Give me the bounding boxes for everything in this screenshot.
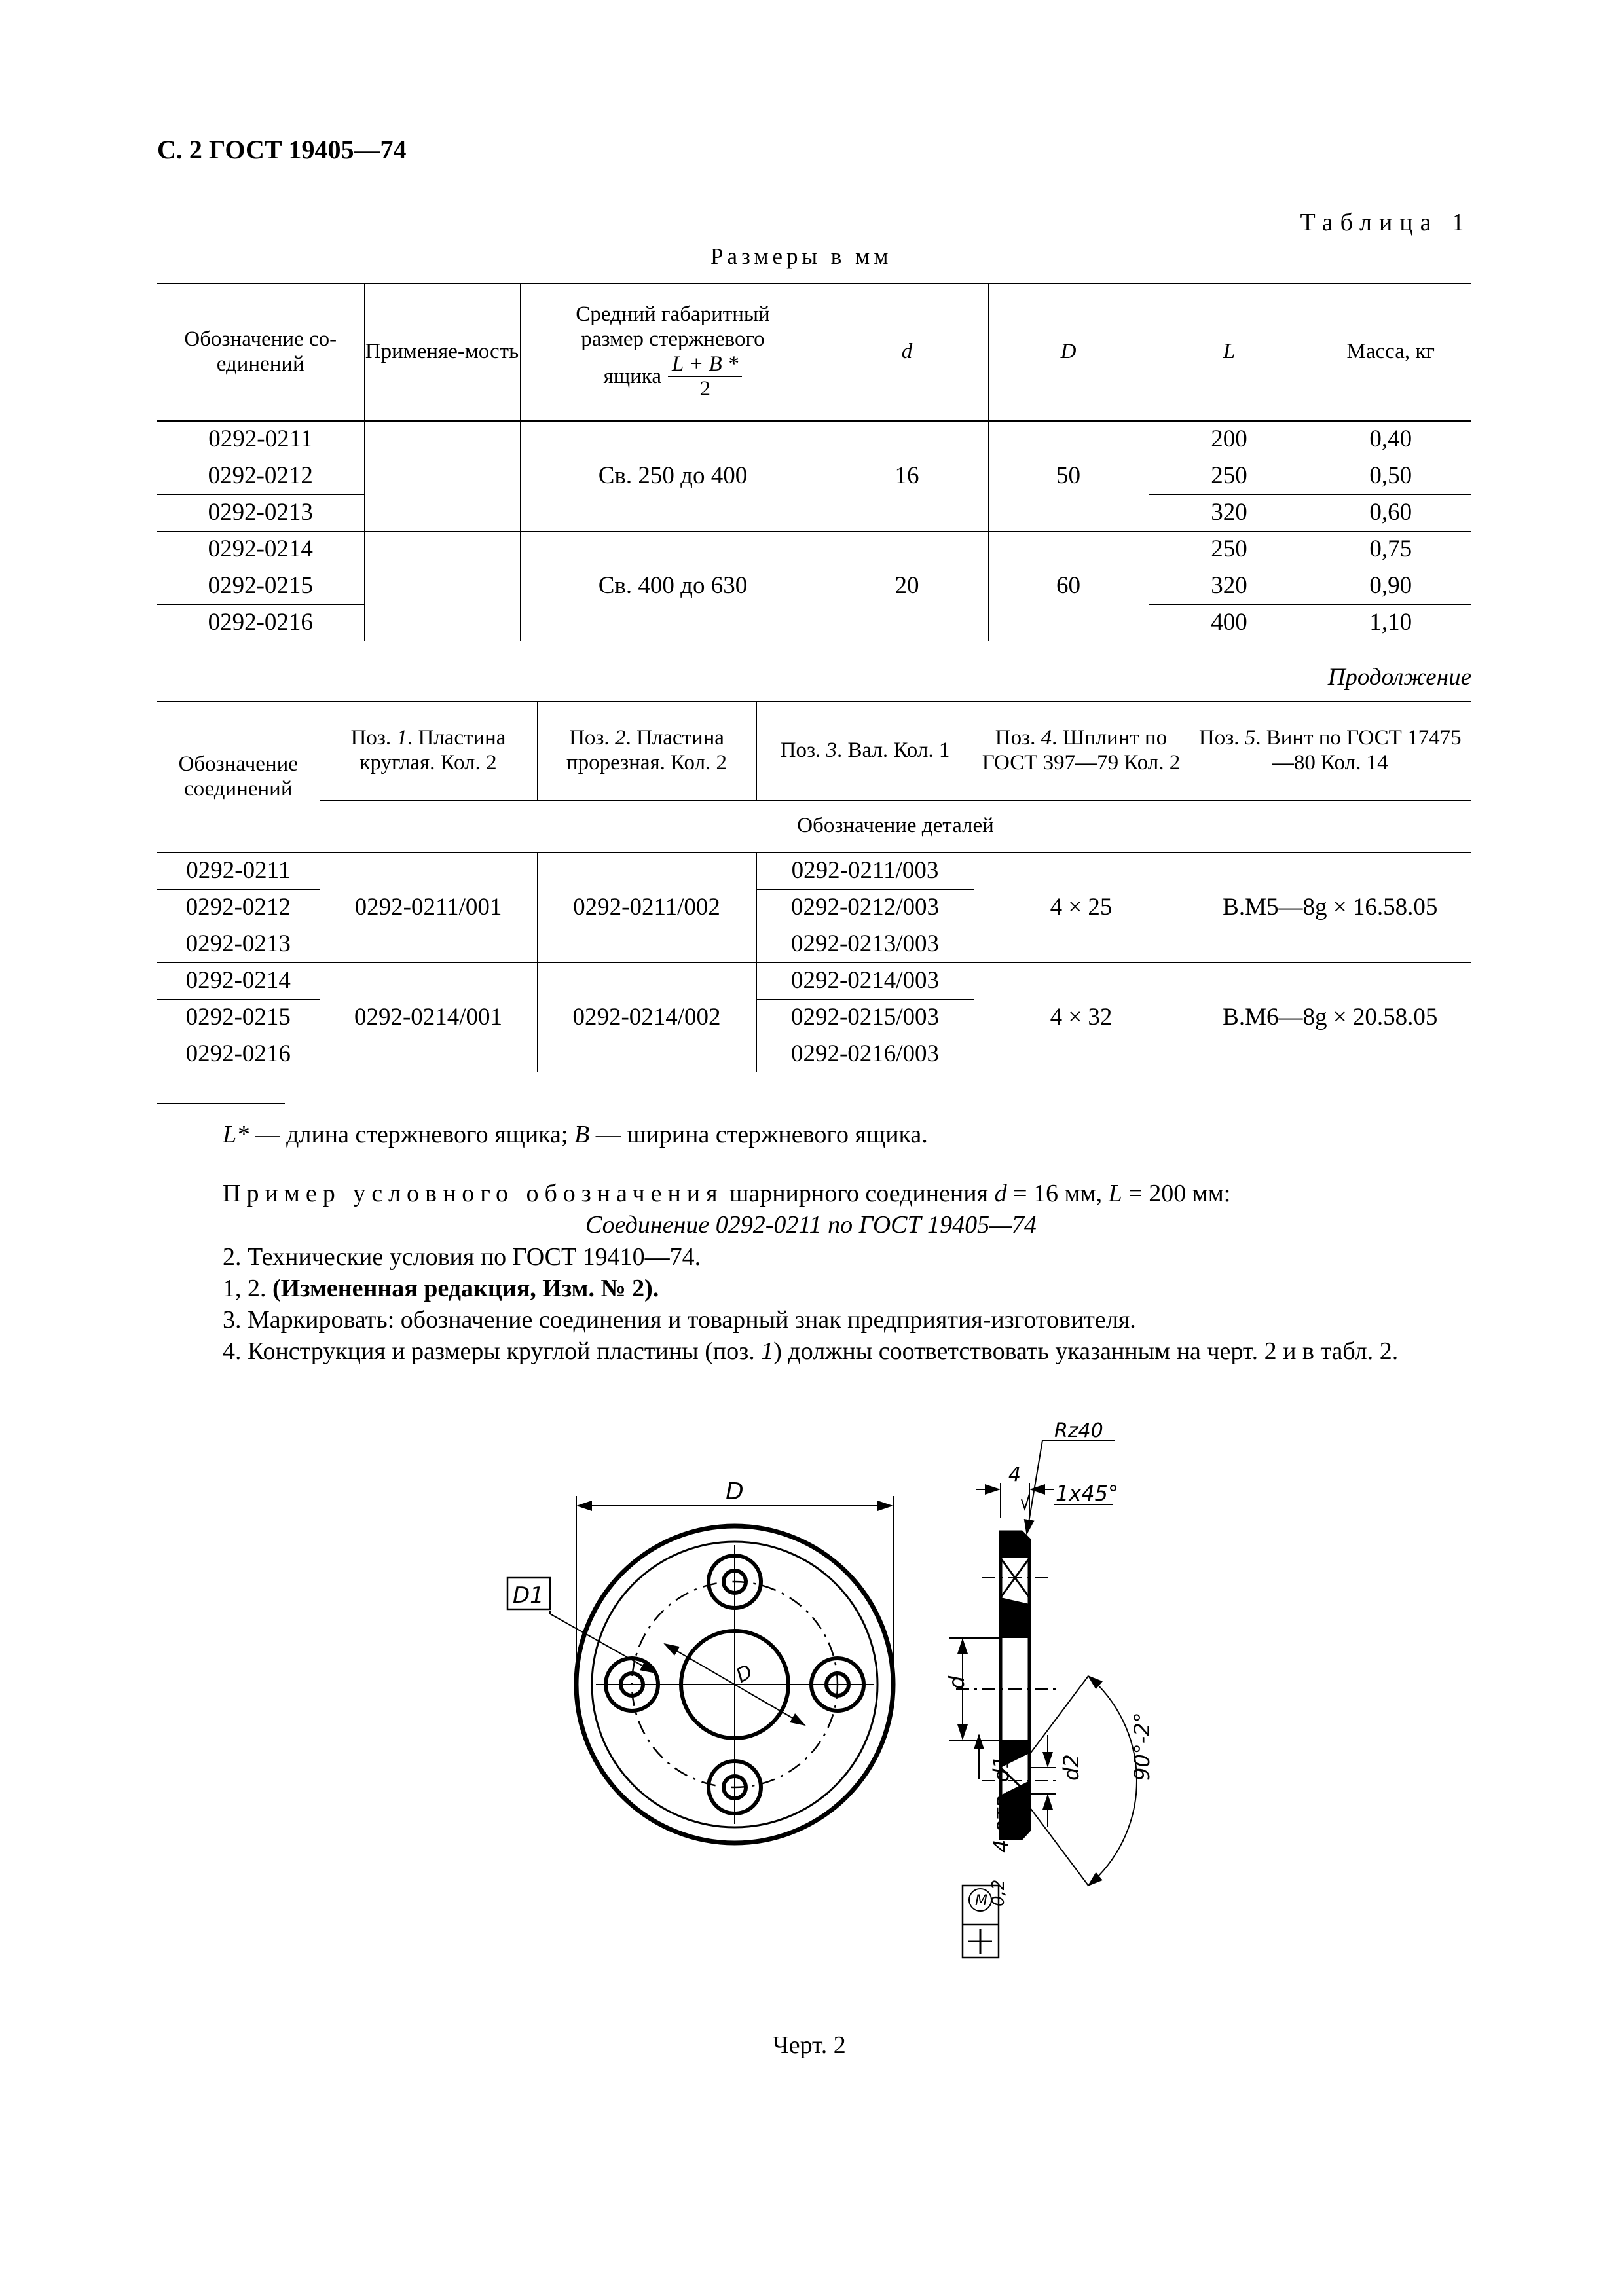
th-mass: Масса, кг [1310,283,1471,421]
th2-pos4: Поз. 4. Шплинт по ГОСТ 397—79 Кол. 2 [974,701,1189,801]
cell-D: 50 [988,421,1149,532]
cell-d: 16 [826,421,988,532]
cell-designation: 0292-0215 [157,568,364,605]
th2-designation: Обозначение соединений [157,701,320,852]
dim-D1-label: D1 [513,1582,544,1609]
cell-pos5: В.М6—8g × 20.58.05 [1189,963,1471,1073]
dim-thickness-label: 4 [1008,1463,1022,1486]
cell-designation: 0292-0216 [157,1036,320,1073]
page-header: С. 2 ГОСТ 19405—74 [157,135,407,164]
cell-size: Св. 400 до 630 [520,532,826,642]
cell-pos4: 4 × 25 [974,852,1189,963]
th2-pos1: Поз. 1. Пластина круглая. Кол. 2 [320,701,537,801]
cell-L: 200 [1149,421,1310,458]
th-avg-size-denominator: 2 [699,377,710,401]
roughness-label: Rz40 [1054,1419,1103,1442]
angle-label: 90°-2° [1130,1712,1154,1781]
cell-pos1: 0292-0214/001 [320,963,537,1073]
cell-mass: 0,40 [1310,421,1471,458]
th-d: d [826,283,988,421]
holes-label: 4 отв. d1 [989,1755,1014,1853]
th-avg-size-line2: размер стержневого [581,327,765,351]
paragraph-amendment: 1, 2. (Измененная редакция, Изм. № 2). [223,1275,659,1302]
cell-pos2: 0292-0211/002 [537,852,756,963]
cell-mass: 0,50 [1310,458,1471,495]
cell-L: 320 [1149,568,1310,605]
dim-d2-label: d2 [1059,1754,1084,1781]
cell-designation: 0292-0213 [157,495,364,532]
table2-continuation-label: Продолжение [1327,664,1471,691]
cell-designation: 0292-0214 [157,532,364,568]
tolerance-label: 0,2 [989,1879,1008,1906]
th-avg-size-numerator: L + B * [668,352,742,378]
cell-pos4: 4 × 32 [974,963,1189,1073]
cell-designation: 0292-0214 [157,963,320,1000]
cell-pos3: 0292-0214/003 [756,963,974,1000]
paragraph-4: 4. Конструкция и размеры круглой пластины (поз. 1) должны соответствовать указанным на черт. 2 и в табл. 2. [223,1338,1399,1365]
th-designation: Обозначение со-единений [157,283,364,421]
cell-pos1: 0292-0211/001 [320,852,537,963]
cell-designation: 0292-0213 [157,926,320,963]
th-L: L [1149,283,1310,421]
cell-pos2: 0292-0214/002 [537,963,756,1073]
th-D: D [988,283,1149,421]
th2-parts-designation: Обозначение деталей [320,801,1471,853]
cell-L: 320 [1149,495,1310,532]
cell-D: 60 [988,532,1149,642]
cell-pos3: 0292-0212/003 [756,890,974,926]
footnote: L* — длина стержневого ящика; B — ширина стержневого ящика. [223,1121,928,1148]
th2-pos5: Поз. 5. Винт по ГОСТ 17475—80 Кол. 14 [1189,701,1471,801]
th-applicability: Применяе-мость [364,283,520,421]
cell-designation: 0292-0215 [157,1000,320,1036]
example-line: Пример условного обозначения шарнирного соединения d = 16 мм, L = 200 мм: [223,1180,1231,1207]
chamfer-label: 1x45° [1056,1481,1119,1506]
paragraph-2: 2. Технические условия по ГОСТ 19410—74. [223,1243,701,1271]
cell-pos3: 0292-0215/003 [756,1000,974,1036]
cell-designation: 0292-0211 [157,852,320,890]
cell-designation: 0292-0211 [157,421,364,458]
cell-pos3: 0292-0216/003 [756,1036,974,1073]
cell-mass: 0,90 [1310,568,1471,605]
dim-D-inner-label: D [732,1660,757,1688]
table1-units: Размеры в мм [710,244,893,269]
th-avg-size-line1: Средний габаритный [576,302,770,326]
tolerance-mod-label: M [975,1893,987,1909]
th2-pos3: Поз. 3. Вал. Кол. 1 [756,701,974,801]
side-view-labels [944,1419,1154,1909]
cell-L: 400 [1149,605,1310,642]
dim-D-label: D [726,1478,744,1505]
plate-front-view [507,1496,893,1843]
cell-L: 250 [1149,458,1310,495]
cell-mass: 1,10 [1310,605,1471,642]
table1-number: Таблица 1 [1300,209,1471,236]
cell-designation: 0292-0216 [157,605,364,642]
dim-d-label: d [944,1675,969,1689]
example-designation: Соединение 0292-0211 по ГОСТ 19405—74 [585,1211,1037,1239]
th2-pos2: Поз. 2. Пластина прорезная. Кол. 2 [537,701,756,801]
cell-mass: 0,60 [1310,495,1471,532]
cell-d: 20 [826,532,988,642]
cell-pos5: В.М5—8g × 16.58.05 [1189,852,1471,963]
cell-designation: 0292-0212 [157,890,320,926]
plate-side-view [949,1440,1137,1958]
cell-L: 250 [1149,532,1310,568]
figure-caption: Черт. 2 [773,2032,846,2059]
th-avg-size-line3: ящика [603,364,661,388]
cell-designation: 0292-0212 [157,458,364,495]
cell-size: Св. 250 до 400 [520,421,826,532]
paragraph-3: 3. Маркировать: обозначение соединения и товарный знак предприятия-изготовителя. [223,1306,1136,1334]
cell-mass: 0,75 [1310,532,1471,568]
cell-pos3: 0292-0211/003 [756,852,974,890]
cell-pos3: 0292-0213/003 [756,926,974,963]
